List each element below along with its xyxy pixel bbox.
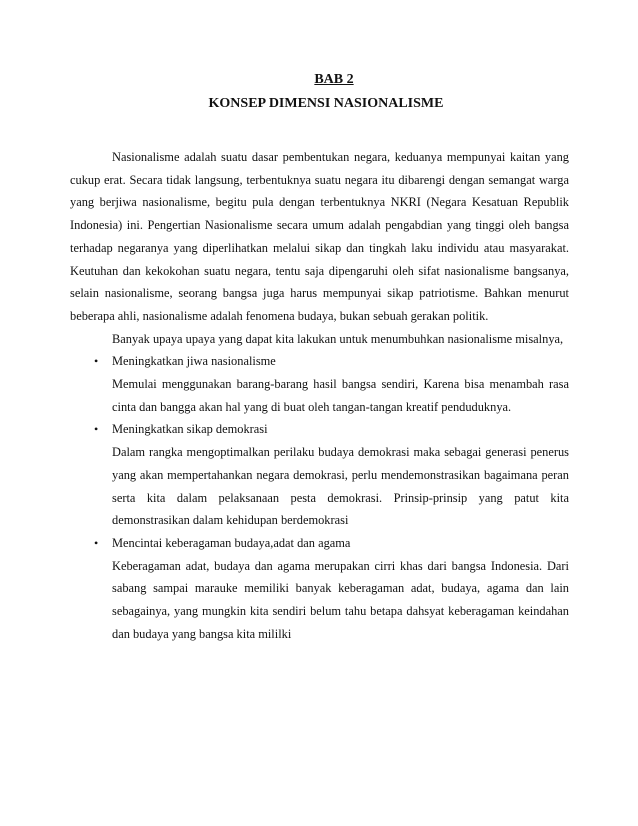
bullet-icon: • <box>94 422 99 437</box>
list-item-description: Memulai menggunakan barang-barang hasil bangsa sendiri, Karena bisa menambah rasa cinta dan bangga akan hal yang di buat oleh tangan-tangan kreatif penduduknya. <box>112 377 569 414</box>
bullet-icon: • <box>94 535 99 550</box>
list-item-heading: Mencintai keberagaman budaya,adat dan agama <box>112 535 351 550</box>
list-item-description: Dalam rangka mengoptimalkan perilaku budaya demokrasi maka sebagai generasi penerus yang akan mempertahankan negara demokrasi, perlu mendemonstrasikan bagaimana peran serta kita dalam pelaksanaan pesta demokrasi. Prinsip-prinsip yang patut kita demonstrasikan dalam kehidupan berdemokrasi <box>112 445 569 528</box>
list-item <box>70 350 569 418</box>
list-item <box>70 418 569 532</box>
document-body <box>70 146 569 645</box>
list-item <box>70 532 569 646</box>
chapter-label: BAB 2 <box>314 72 354 87</box>
list-item-description: Keberagaman adat, budaya dan agama merupakan cirri khas dari bangsa Indonesia. Dari sabang sampai marauke memiliki banyak keberagaman adat, budaya, agama dan lain sebagainya, yang mungkin kita sendiri belum tahu betapa dahsyat keberagaman keindahan dan budaya yang bangsa kita mililki <box>112 558 569 641</box>
list-item-heading: Meningkatkan jiwa nasionalisme <box>112 354 276 369</box>
bullet-icon: • <box>94 354 99 369</box>
lead-paragraph: Banyak upaya upaya yang dapat kita lakukan untuk menumbuhkan nasionalisme misalnya, <box>112 331 564 346</box>
list-item-heading: Meningkatkan sikap demokrasi <box>112 422 268 437</box>
chapter-title: KONSEP DIMENSI NASIONALISME <box>208 96 444 111</box>
intro-paragraph: Nasionalisme adalah suatu dasar pembentukan negara, keduanya mempunyai kaitan yang cukup erat. Secara tidak langsung, terbentuknya suatu negara itu dibarengi dengan semangat warga yang berjiwa nasionalisme, begitu pula dengan terbentuknya NKRI (Negara Kesatuan Republik Indonesia) ini. Pengertian Nasionalisme secara umum adalah pengabdian yang tinggi oleh bangsa terhadap negaranya yang diperlihatkan melalui sikap dan tingkah laku individu atau masyarakat. Keutuhan dan kekokohan suatu negara, tentu saja dipengaruhi oleh sifat nasionalisme bangsanya, selain nasionalisme, seorang bangsa juga harus mempunyai sikap patriotisme. Bahkan menurut beberapa ahli, nasionalisme adalah fenomena budaya, bukan sebuah gerakan politik. <box>70 150 569 323</box>
